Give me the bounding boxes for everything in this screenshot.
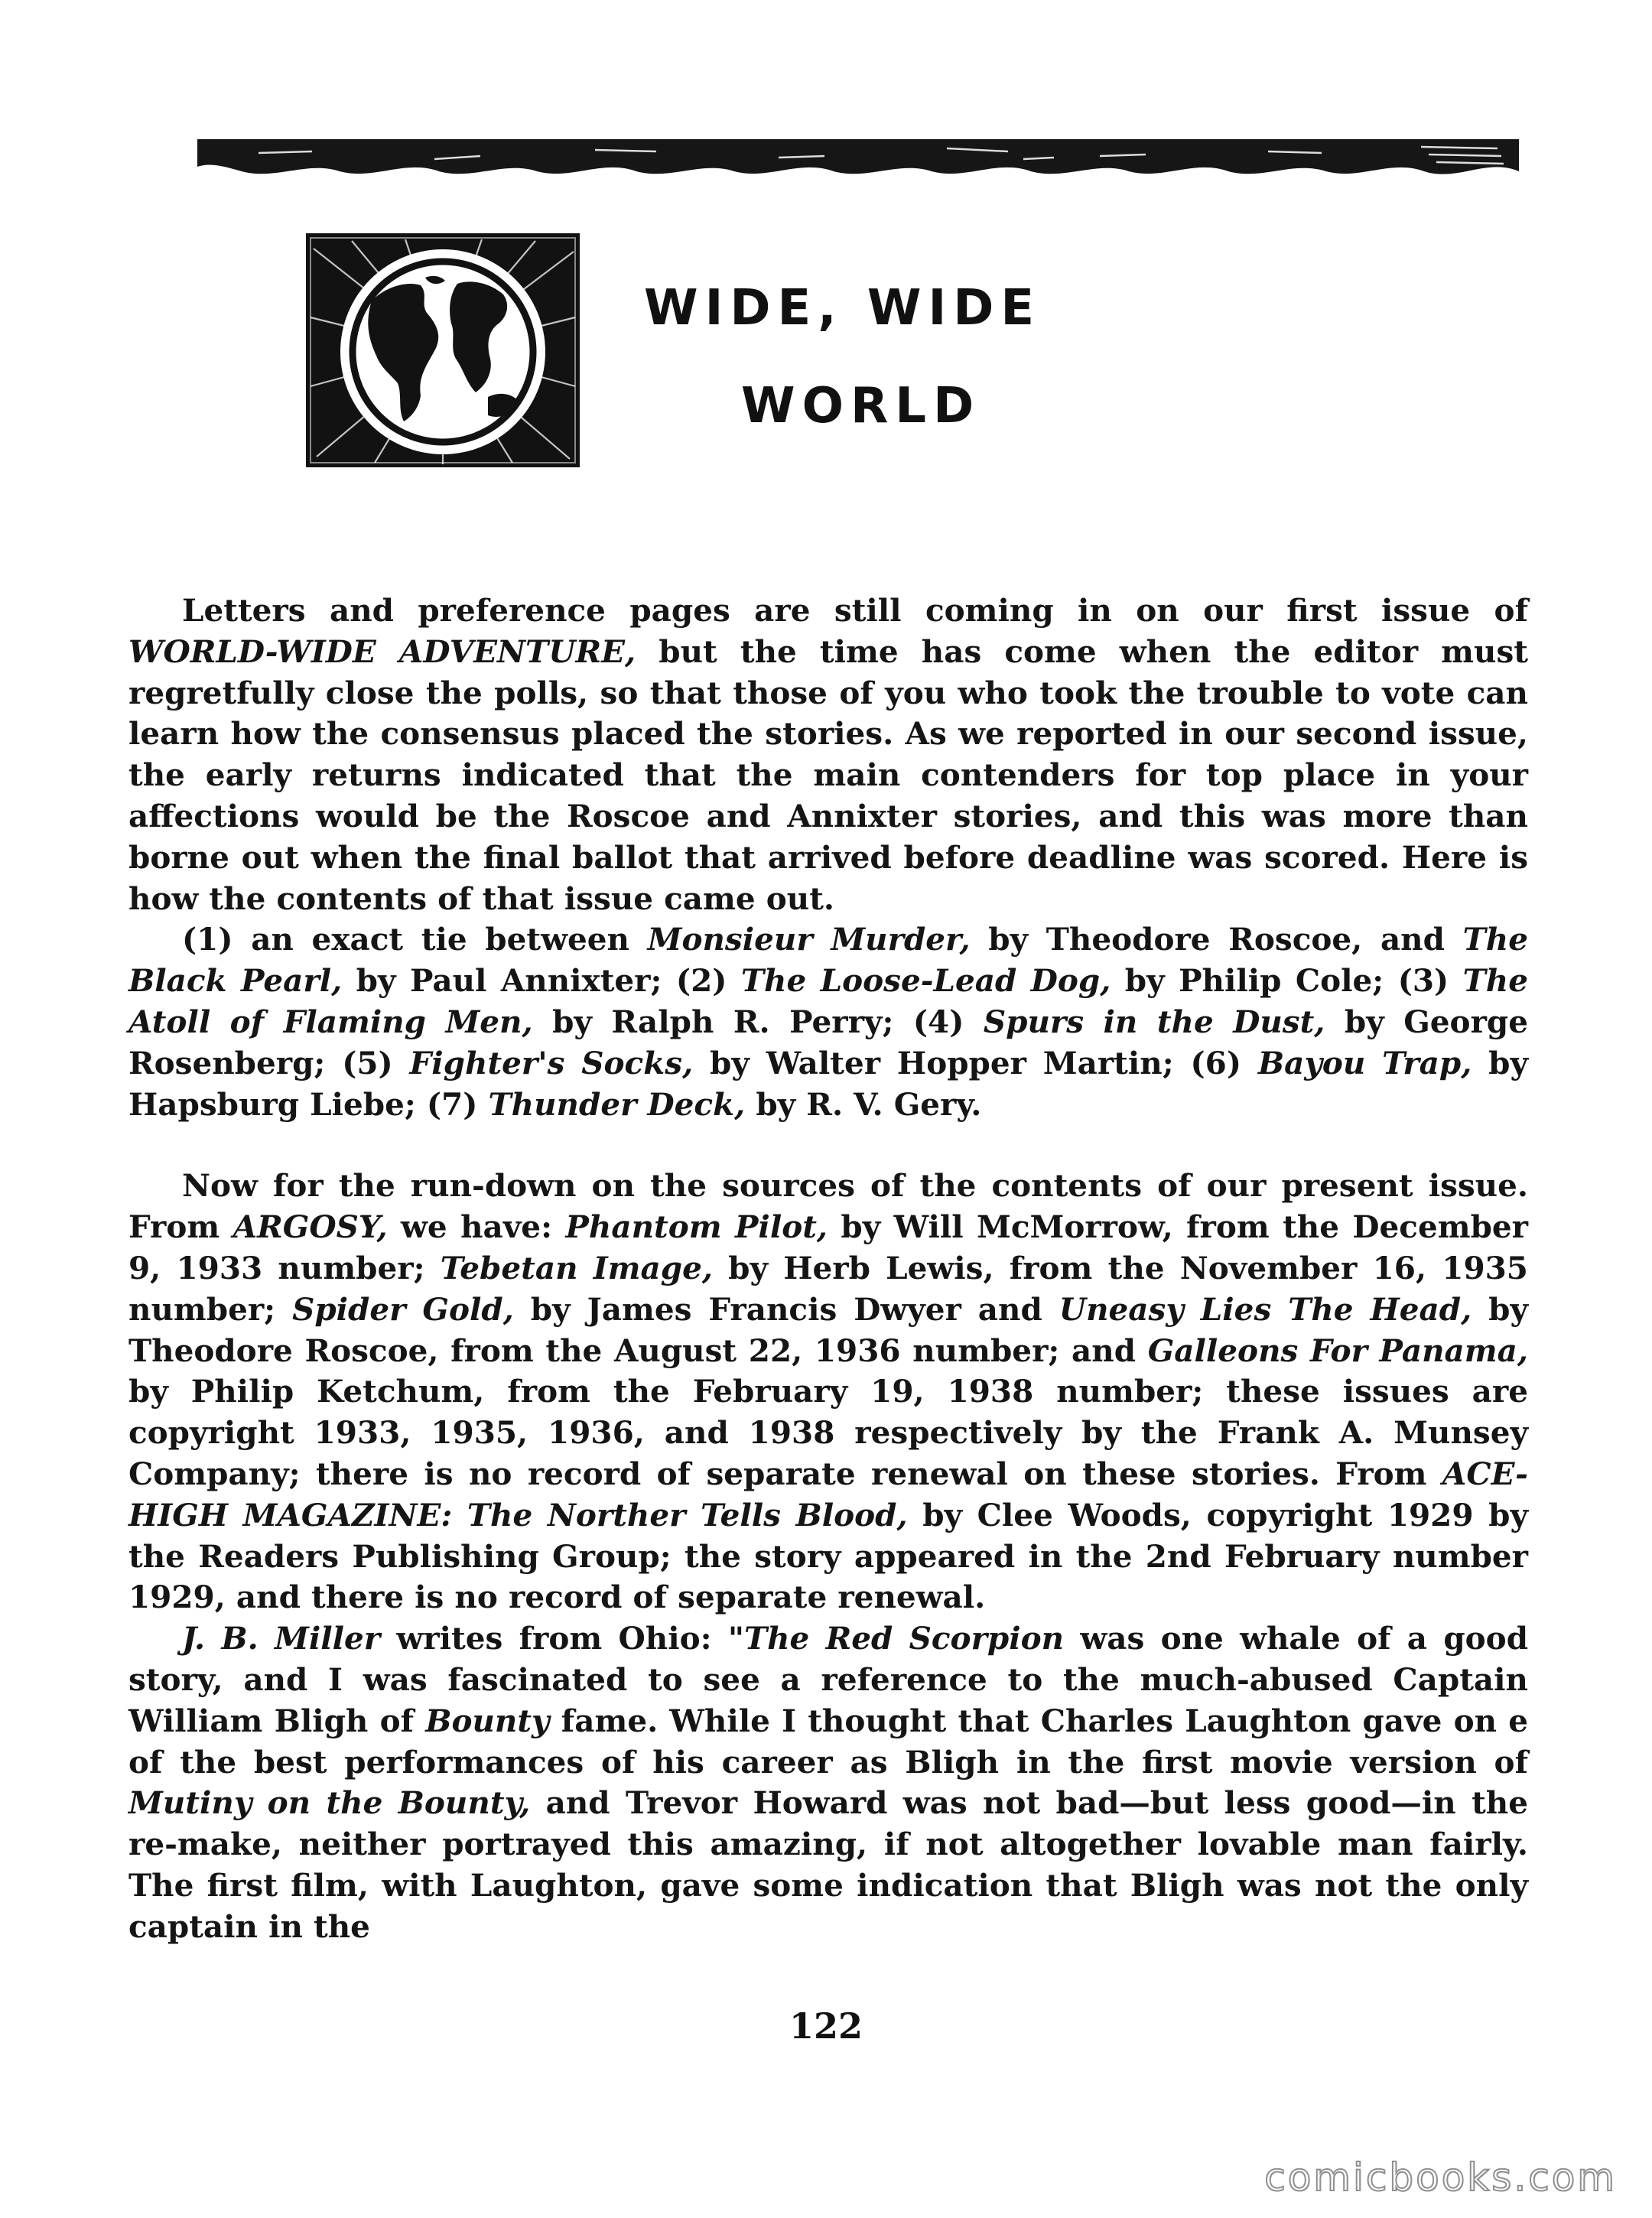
article-paragraph — [128, 590, 1528, 919]
text-run: (1) an exact tie between — [182, 921, 648, 958]
page-number: 122 — [789, 2005, 863, 2047]
text-run: Letters and preference pages are still coming in on our first issue of — [182, 592, 1528, 629]
globe-icon — [306, 233, 580, 467]
italic-text-run: The Red Scorpion — [743, 1620, 1065, 1657]
text-run: by Ralph R. Perry; (4) — [532, 1003, 984, 1040]
italic-text-run: Mutiny on the Bounty, — [128, 1784, 531, 1822]
italic-text-run: WORLD-WIDE ADVENTURE, — [128, 633, 636, 670]
italic-text-run: The Loose-Lead Dog, — [740, 962, 1111, 1000]
text-run: we have: — [387, 1208, 566, 1246]
text-run: by Will McMorrow, from the December 9, 1933 number; — [128, 1208, 1529, 1286]
text-run: by Paul Annixter; (2) — [342, 962, 741, 1000]
italic-text-run: ACE-HIGH MAGAZINE: The Norther Tells Blood, — [128, 1455, 1528, 1533]
italic-text-run: The Black Pearl, — [128, 921, 1528, 1000]
text-run: by Theodore Roscoe, from the August 22, 1936 number; and — [128, 1290, 1528, 1369]
page-title-line-2: WORLD — [741, 378, 981, 434]
article-paragraph — [128, 1618, 1528, 1947]
italic-text-run: Uneasy Lies The Head, — [1059, 1290, 1472, 1328]
italic-text-run: Thunder Deck, — [488, 1085, 746, 1123]
text-run: by Herb Lewis, from the November 16, 1935 number; — [128, 1249, 1528, 1328]
italic-text-run: The Atoll of Flaming Men, — [128, 962, 1528, 1040]
text-run: by Philip Cole; (3) — [1111, 962, 1463, 1000]
text-run: by Theodore Roscoe, and — [970, 921, 1463, 958]
italic-text-run: Bayou Trap, — [1257, 1044, 1472, 1081]
text-run: by Philip Ketchum, from the February 19, 1938 number; these issues are copyright 1933, 1935, 1936, and 1938 respectively by the Frank A. Munsey Company; there is no record of separate renewal on these stories. From — [128, 1373, 1528, 1492]
article-body — [128, 590, 1528, 1948]
text-run: but the time has come when the editor must regretfully close the polls, so that those of you who took the trouble to vote can learn how the consensus placed the stories. As we reported in our second issue, the early returns indicated that the main contenders for top place in your affections would be the Roscoe and Annixter stories, and this was more than borne out when the final ballot that arrived before deadline was scored. Here is how the contents of that issue came out. — [128, 633, 1528, 917]
text-run: by Walter Hopper Martin; (6) — [693, 1044, 1258, 1081]
page-title-line-1: WIDE, WIDE — [644, 280, 1042, 337]
globe-emblem — [306, 233, 580, 467]
text-run: by Clee Woods, copyright 1929 by the Readers Publishing Group; the story appeared in the 2nd February number 1929, and there is no record of separate renewal. — [128, 1496, 1528, 1616]
wave-banner-ornament — [197, 136, 1519, 184]
text-run: by George Rosenberg; (5) — [128, 1003, 1528, 1081]
italic-text-run: Phantom Pilot, — [565, 1208, 828, 1246]
watermark-text: comicbooks.com — [1264, 2155, 1617, 2200]
italic-text-run: Bounty — [425, 1702, 550, 1739]
article-paragraph — [128, 919, 1528, 1125]
text-run: by Hapsburg Liebe; (7) — [128, 1044, 1529, 1123]
italic-text-run: Fighter's Socks, — [409, 1044, 694, 1081]
italic-text-run: Monsieur Murder, — [647, 921, 971, 958]
text-run: writes from Ohio: " — [380, 1620, 744, 1657]
italic-text-run: ARGOSY, — [233, 1208, 388, 1246]
italic-text-run: J. B. Miller — [182, 1620, 381, 1657]
italic-text-run: Galleons For Panama, — [1147, 1332, 1528, 1369]
article-paragraph — [128, 1166, 1528, 1618]
italic-text-run: Tebetan Image, — [440, 1249, 713, 1286]
text-run: was one whale of a good story, and I was fascinated to see a reference to the much-abused Captain William Bligh of — [128, 1620, 1529, 1739]
italic-text-run: Spider Gold, — [292, 1290, 514, 1328]
text-run: Now for the run-down on the sources of the contents of our present issue. From — [128, 1167, 1528, 1246]
text-run: by R. V. Gery. — [745, 1085, 982, 1123]
text-run: fame. While I thought that Charles Laughton gave on e of the best performances of his career as Bligh in the first movie version of — [128, 1702, 1528, 1781]
text-run: and Trevor Howard was not bad—but less good—in the re-make, neither portrayed this amazing, if not altogether lovable man fairly. The first film, with Laughton, gave some indication that Bligh was not the only captain in the — [128, 1784, 1528, 1945]
text-run: by James Francis Dwyer and — [513, 1290, 1059, 1328]
italic-text-run: Spurs in the Dust, — [983, 1003, 1325, 1040]
